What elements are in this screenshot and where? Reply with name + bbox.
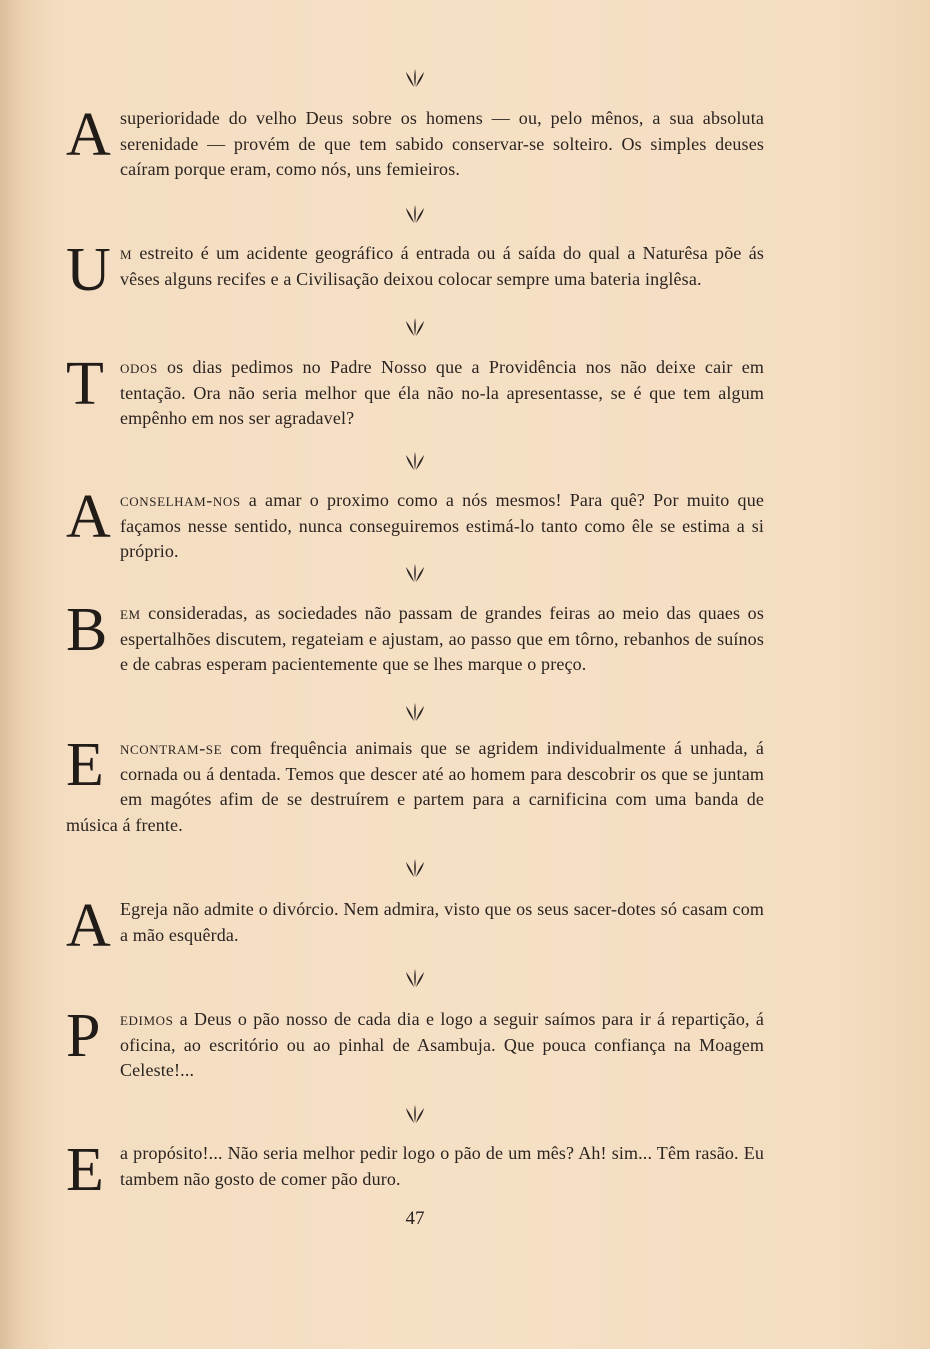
paragraph-8 bbox=[66, 1002, 764, 1084]
drop-cap: A bbox=[66, 892, 111, 960]
drop-cap: A bbox=[66, 101, 111, 169]
tulip-ornament-icon bbox=[66, 68, 764, 90]
drop-cap: B bbox=[66, 596, 108, 664]
paragraph-text: com frequência animais que se agridem individualmente á unhada, á cornada ou á dentada. Temos que descer até ao homem para descobrir os que se juntam em magótes afim de se destruírem e partem para a carnificina com uma banda de música á frente. bbox=[66, 738, 764, 835]
book-page bbox=[66, 0, 764, 1349]
lead-small-caps: edimos bbox=[120, 1009, 174, 1029]
drop-cap: E bbox=[66, 1136, 105, 1204]
tulip-ornament-icon bbox=[66, 451, 764, 473]
lead-small-caps: ncontram-se bbox=[120, 738, 223, 758]
lead-small-caps: m bbox=[120, 243, 133, 263]
paragraph-text: a amar o proximo como a nós mesmos! Para quê? Por muito que façamos nesse sentido, nunca conseguiremos estimá-lo tanto como êle se estima a si próprio. bbox=[120, 490, 764, 561]
drop-cap: E bbox=[66, 731, 105, 799]
lead-small-caps: em bbox=[120, 603, 141, 623]
paragraph-4 bbox=[66, 483, 764, 565]
lead-small-caps: conselham-nos bbox=[120, 490, 241, 510]
paragraph-9 bbox=[66, 1136, 764, 1204]
paragraph-5 bbox=[66, 596, 764, 678]
tulip-ornament-icon bbox=[66, 317, 764, 339]
paragraph-text: superioridade do velho Deus sobre os homens — ou, pelo mênos, a sua absoluta serenidade — provém de que tem sabido conservar-se solteiro. Os simples deuses caíram porque eram, como nós, uns femieiros. bbox=[120, 108, 764, 179]
paragraph-6 bbox=[66, 731, 764, 838]
paragraph-3 bbox=[66, 350, 764, 432]
drop-cap: A bbox=[66, 483, 111, 551]
paragraph-7 bbox=[66, 892, 764, 960]
page-number: 47 bbox=[405, 1208, 425, 1229]
tulip-ornament-icon bbox=[66, 1104, 764, 1126]
paragraph-2 bbox=[66, 236, 764, 304]
paragraph-text: a Deus o pão nosso de cada dia e logo a seguir saímos para ir á repartição, á oficina, ao escritório ou ao pinhal de Asambuja. Que pouca confiança na Moagem Celeste!... bbox=[120, 1009, 764, 1080]
paragraph-text: consideradas, as sociedades não passam de grandes feiras ao meio das quaes os espertalhões discutem, regateiam e ajustam, ao passo que em tôrno, rebanhos de suínos e de cabras esperam pacientemente que se lhes marque o preço. bbox=[120, 603, 764, 674]
tulip-ornament-icon bbox=[66, 968, 764, 990]
paragraph-text: os dias pedimos no Padre Nosso que a Providência nos não deixe cair em tentação. Ora não seria melhor que éla não no-la apresentasse, se é que tem algum empênho em nos ser agradavel? bbox=[120, 357, 764, 428]
paragraph-text: a propósito!... Não seria melhor pedir logo o pão de um mês? Ah! sim... Têm rasão. Eu tambem não gosto de comer pão duro. bbox=[120, 1143, 764, 1189]
paragraph-text: Egreja não admite o divórcio. Nem admira, visto que os seus sacer-dotes só casam com a mão esquêrda. bbox=[120, 899, 764, 945]
paragraph-1 bbox=[66, 101, 764, 183]
drop-cap: P bbox=[66, 1002, 101, 1070]
paragraph-text: estreito é um acidente geográfico á entrada ou á saída do qual a Naturêsa põe ás vêses alguns recifes e a Civilisação deixou colocar sempre uma bateria inglêsa. bbox=[120, 243, 764, 289]
tulip-ornament-icon bbox=[66, 702, 764, 724]
lead-small-caps: odos bbox=[120, 357, 158, 377]
tulip-ornament-icon bbox=[66, 563, 764, 585]
drop-cap: U bbox=[66, 236, 111, 304]
tulip-ornament-icon bbox=[66, 858, 764, 880]
drop-cap: T bbox=[66, 350, 105, 418]
tulip-ornament-icon bbox=[66, 204, 764, 226]
